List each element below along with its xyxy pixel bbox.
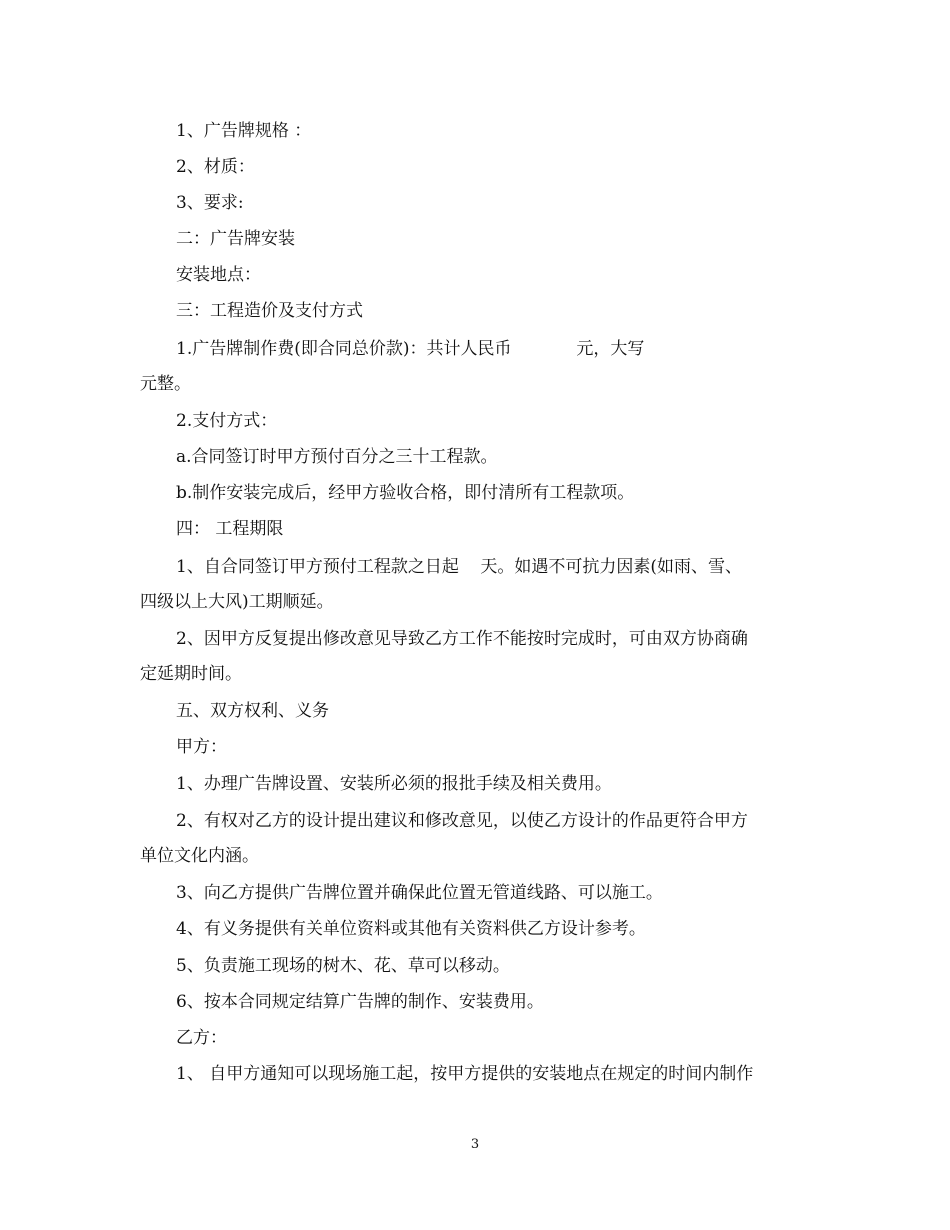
paragraph-line: 3、要求:: [176, 193, 244, 213]
section-heading: 三：工程造价及支付方式: [176, 301, 363, 321]
paragraph-line: 6、按本合同规定结算广告牌的制作、安装费用。: [176, 992, 544, 1012]
section-heading: 四： 工程期限: [176, 519, 284, 539]
paragraph-line: 甲方：: [176, 737, 227, 757]
paragraph-line: 2、有权对乙方的设计提出建议和修改意见，以使乙方设计的作品更符合甲方: [176, 811, 748, 831]
section-heading: 二：广告牌安装: [176, 229, 295, 249]
paragraph-line: 1、广告牌规格 ：: [176, 121, 312, 141]
paragraph-line: 2、材质：: [176, 157, 255, 177]
paragraph-line: 1、办理广告牌设置、安装所必须的报批手续及相关费用。: [176, 774, 612, 794]
paragraph-line: 定延期时间。: [140, 664, 242, 684]
paragraph-line: 乙方：: [176, 1028, 227, 1048]
page-number: 3: [470, 1137, 480, 1152]
paragraph-line: 2.支付方式：: [176, 411, 278, 431]
paragraph-line: 四级以上大风)工期顺延。: [140, 592, 334, 612]
paragraph-line: 安装地点：: [176, 265, 261, 285]
paragraph-line: 5、负责施工现场的树木、花、草可以移动。: [176, 956, 510, 976]
paragraph-line: 1、 自甲方通知可以现场施工起，按甲方提供的安装地点在规定的时间内制作: [176, 1064, 754, 1084]
paragraph-line: 1.广告牌制作费(即合同总价款)：共计人民币 元，大写: [176, 339, 645, 359]
paragraph-line: 3、向乙方提供广告牌位置并确保此位置无管道线路、可以施工。: [176, 883, 663, 903]
paragraph-line: b.制作安装完成后，经甲方验收合格，即付清所有工程款项。: [176, 483, 635, 503]
paragraph-line: 1、自合同签订甲方预付工程款之日起 天。如遇不可抗力因素(如雨、雪、: [176, 557, 743, 577]
paragraph-line: 单位文化内涵。: [140, 846, 259, 866]
paragraph-line: 元整。: [140, 374, 191, 394]
paragraph-line: a.合同签订时甲方预付百分之三十工程款。: [176, 447, 498, 467]
paragraph-line: 4、有义务提供有关单位资料或其他有关资料供乙方设计参考。: [176, 919, 646, 939]
paragraph-line: 2、因甲方反复提出修改意见导致乙方工作不能按时完成时，可由双方协商确: [176, 629, 748, 649]
section-heading: 五、双方权利、义务: [176, 701, 329, 721]
